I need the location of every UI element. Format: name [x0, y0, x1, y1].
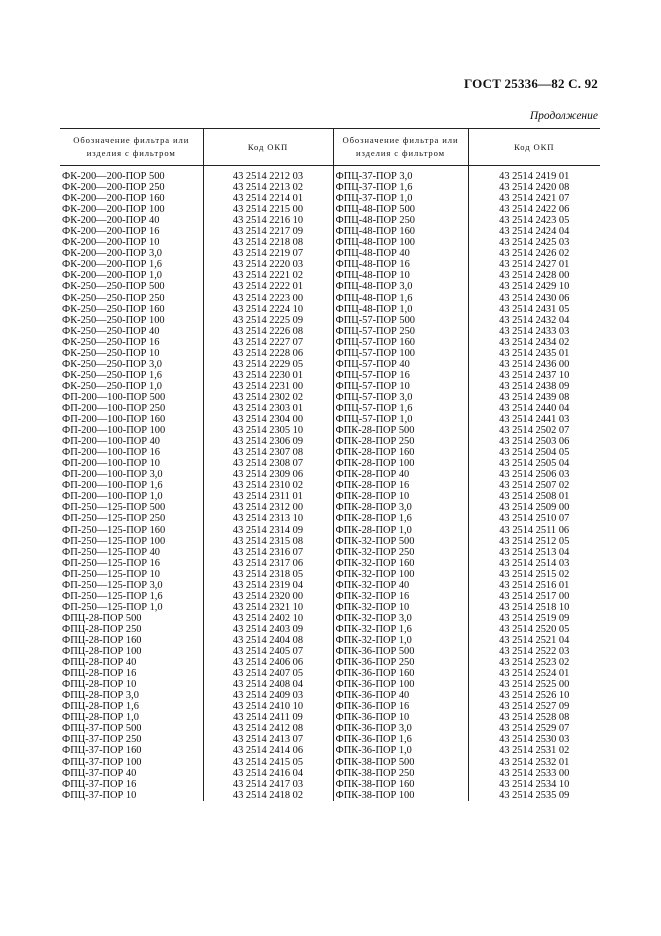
cell-code-right: 43 2514 2532 01	[468, 756, 600, 767]
cell-code-left: 43 2514 2409 03	[203, 690, 333, 701]
cell-code-left: 43 2514 2229 05	[203, 359, 333, 370]
cell-designation-right: ФПК-36-ПОР 10	[333, 712, 468, 723]
cell-designation-right: ФПЦ-57-ПОР 16	[333, 370, 468, 381]
cell-designation-right: ФПК-32-ПОР 3,0	[333, 613, 468, 624]
column-header-designation-right: Обозначение фильтра или изделия с фильтром	[333, 129, 468, 166]
cell-code-right: 43 2514 2429 10	[468, 281, 600, 292]
cell-code-right: 43 2514 2505 04	[468, 458, 600, 469]
cell-designation-left: ФК-200—200-ПОР 10	[62, 237, 160, 249]
cell-code-left: 43 2514 2217 09	[203, 226, 333, 237]
cell-code-left: 43 2514 2306 09	[203, 436, 333, 447]
cell-designation-left: ФК-200—200-ПОР 500	[62, 171, 165, 183]
cell-designation-right: ФПЦ-57-ПОР 250	[333, 326, 468, 337]
cell-code-left: 43 2514 2407 05	[203, 668, 333, 679]
cell-designation-left: ФПЦ-37-ПОР 250	[62, 734, 142, 746]
cell-designation-right: ФПК-36-ПОР 3,0	[333, 723, 468, 734]
cell-designation-left: ФК-250—250-ПОР 160	[62, 303, 165, 315]
table-row	[60, 403, 600, 414]
cell-code-right: 43 2514 2517 00	[468, 591, 600, 602]
cell-code-right: 43 2514 2431 05	[468, 304, 600, 315]
cell-designation-right: ФПК-38-ПОР 100	[333, 790, 468, 801]
cell-code-left: 43 2514 2403 09	[203, 624, 333, 635]
table-row	[60, 580, 600, 591]
table-row	[60, 392, 600, 403]
cell-code-left: 43 2514 2305 10	[203, 425, 333, 436]
cell-designation-right: ФПЦ-57-ПОР 100	[333, 348, 468, 359]
cell-code-left: 43 2514 2412 08	[203, 723, 333, 734]
cell-code-right: 43 2514 2523 02	[468, 657, 600, 668]
cell-designation-right: ФПК-32-ПОР 1,6	[333, 624, 468, 635]
cell-code-right: 43 2514 2423 05	[468, 215, 600, 226]
table-row	[60, 624, 600, 635]
cell-designation-right: ФПК-36-ПОР 1,0	[333, 745, 468, 756]
cell-designation-right: ФПЦ-48-ПОР 16	[333, 259, 468, 270]
cell-code-right: 43 2514 2533 00	[468, 768, 600, 779]
cell-code-left: 43 2514 2308 07	[203, 458, 333, 469]
table-row	[60, 635, 600, 646]
table-row	[60, 502, 600, 513]
cell-code-right: 43 2514 2506 03	[468, 469, 600, 480]
cell-code-right: 43 2514 2521 04	[468, 635, 600, 646]
cell-designation-right: ФПЦ-48-ПОР 1,0	[333, 304, 468, 315]
cell-code-left: 43 2514 2213 02	[203, 182, 333, 193]
cell-designation-right: ФПК-32-ПОР 1,0	[333, 635, 468, 646]
cell-code-right: 43 2514 2535 09	[468, 790, 600, 801]
cell-designation-left: ФК-250—250-ПОР 500	[62, 281, 165, 293]
cell-code-right: 43 2514 2520 05	[468, 624, 600, 635]
cell-code-right: 43 2514 2516 01	[468, 580, 600, 591]
cell-code-right: 43 2514 2528 08	[468, 712, 600, 723]
table-row	[60, 469, 600, 480]
cell-designation-right: ФПК-36-ПОР 500	[333, 646, 468, 657]
cell-code-left: 43 2514 2417 03	[203, 779, 333, 790]
cell-designation-left: ФП-200—100-ПОР 1,6	[62, 480, 163, 492]
cell-code-left: 43 2514 2309 06	[203, 469, 333, 480]
cell-designation-left: ФП-200—100-ПОР 500	[62, 391, 166, 403]
cell-code-left: 43 2514 2228 06	[203, 348, 333, 359]
cell-designation-right: ФПК-28-ПОР 1,6	[333, 513, 468, 524]
cell-code-left: 43 2514 2222 01	[203, 281, 333, 292]
table-row	[60, 215, 600, 226]
cell-designation-left: ФПЦ-28-ПОР 40	[62, 657, 137, 669]
cell-designation-left: ФК-200—200-ПОР 100	[62, 204, 165, 216]
cell-designation-right: ФПЦ-48-ПОР 160	[333, 226, 468, 237]
cell-code-right: 43 2514 2503 06	[468, 436, 600, 447]
table-row	[60, 447, 600, 458]
cell-code-right: 43 2514 2427 01	[468, 259, 600, 270]
cell-designation-right: ФПК-36-ПОР 160	[333, 668, 468, 679]
table-row	[60, 226, 600, 237]
cell-code-left: 43 2514 2411 09	[203, 712, 333, 723]
cell-code-left: 43 2514 2413 07	[203, 734, 333, 745]
cell-designation-right: ФПЦ-48-ПОР 500	[333, 204, 468, 215]
table-row	[60, 248, 600, 259]
cell-designation-right: ФПК-36-ПОР 100	[333, 679, 468, 690]
cell-designation-left: ФК-250—250-ПОР 1,6	[62, 369, 162, 381]
cell-code-right: 43 2514 2534 10	[468, 779, 600, 790]
cell-code-left: 43 2514 2223 00	[203, 293, 333, 304]
cell-code-right: 43 2514 2502 07	[468, 425, 600, 436]
table-row	[60, 613, 600, 624]
cell-code-right: 43 2514 2430 06	[468, 293, 600, 304]
table-row	[60, 381, 600, 392]
table-row	[60, 359, 600, 370]
cell-designation-right: ФПК-28-ПОР 1,0	[333, 525, 468, 536]
cell-code-left: 43 2514 2310 02	[203, 480, 333, 491]
cell-designation-right: ФПЦ-48-ПОР 40	[333, 248, 468, 259]
cell-designation-left: ФПЦ-37-ПОР 10	[62, 789, 137, 801]
cell-designation-left: ФПЦ-37-ПОР 160	[62, 745, 142, 757]
cell-code-right: 43 2514 2524 01	[468, 668, 600, 679]
cell-code-left: 43 2514 2314 09	[203, 525, 333, 536]
cell-code-left: 43 2514 2315 08	[203, 536, 333, 547]
cell-designation-right: ФПК-36-ПОР 16	[333, 701, 468, 712]
cell-designation-left: ФК-200—200-ПОР 40	[62, 215, 160, 227]
cell-code-left: 43 2514 2414 06	[203, 745, 333, 756]
table-row	[60, 513, 600, 524]
cell-code-right: 43 2514 2438 09	[468, 381, 600, 392]
cell-designation-right: ФПК-32-ПОР 40	[333, 580, 468, 591]
cell-designation-right: ФПЦ-48-ПОР 250	[333, 215, 468, 226]
cell-code-left: 43 2514 2318 05	[203, 569, 333, 580]
cell-code-right: 43 2514 2434 02	[468, 337, 600, 348]
cell-designation-left: ФК-250—250-ПОР 40	[62, 325, 160, 337]
cell-code-left: 43 2514 2216 10	[203, 215, 333, 226]
cell-code-left: 43 2514 2307 08	[203, 447, 333, 458]
cell-designation-right: ФПЦ-37-ПОР 1,6	[333, 182, 468, 193]
cell-code-right: 43 2514 2518 10	[468, 602, 600, 613]
cell-designation-left: ФПЦ-37-ПОР 40	[62, 767, 137, 779]
table-row	[60, 525, 600, 536]
cell-designation-left: ФК-250—250-ПОР 1,0	[62, 380, 162, 392]
column-header-code-right: Код ОКП	[468, 129, 600, 166]
cell-code-right: 43 2514 2514 03	[468, 558, 600, 569]
table-row	[60, 348, 600, 359]
table-row	[60, 270, 600, 281]
cell-designation-left: ФП-250—125-ПОР 500	[62, 502, 166, 514]
cell-designation-right: ФПК-28-ПОР 100	[333, 458, 468, 469]
cell-designation-left: ФП-250—125-ПОР 16	[62, 557, 160, 569]
table-row	[60, 370, 600, 381]
cell-code-right: 43 2514 2421 07	[468, 193, 600, 204]
table-row	[60, 480, 600, 491]
cell-designation-left: ФП-200—100-ПОР 3,0	[62, 469, 163, 481]
cell-code-left: 43 2514 2415 05	[203, 756, 333, 767]
cell-code-left: 43 2514 2226 08	[203, 326, 333, 337]
cell-designation-left: ФП-200—100-ПОР 100	[62, 425, 166, 437]
cell-code-left: 43 2514 2227 07	[203, 337, 333, 348]
table-row	[60, 679, 600, 690]
cell-designation-left: ФП-250—125-ПОР 10	[62, 568, 160, 580]
cell-designation-left: ФП-250—125-ПОР 3,0	[62, 579, 163, 591]
cell-code-left: 43 2514 2312 00	[203, 502, 333, 513]
table-row	[60, 171, 600, 182]
cell-designation-right: ФПК-36-ПОР 1,6	[333, 734, 468, 745]
cell-designation-left: ФП-250—125-ПОР 100	[62, 535, 166, 547]
cell-designation-left: ФП-200—100-ПОР 160	[62, 414, 166, 426]
cell-code-right: 43 2514 2511 06	[468, 525, 600, 536]
cell-designation-left: ФК-200—200-ПОР 1,0	[62, 270, 162, 282]
cell-designation-right: ФПЦ-57-ПОР 1,6	[333, 403, 468, 414]
cell-code-left: 43 2514 2404 08	[203, 635, 333, 646]
cell-designation-left: ФП-200—100-ПОР 40	[62, 436, 160, 448]
table-row	[60, 668, 600, 679]
cell-code-left: 43 2514 2224 10	[203, 304, 333, 315]
cell-designation-left: ФК-200—200-ПОР 160	[62, 193, 165, 205]
table-row	[60, 281, 600, 292]
cell-designation-left: ФК-200—200-ПОР 1,6	[62, 259, 162, 271]
cell-designation-left: ФП-250—125-ПОР 1,6	[62, 590, 163, 602]
cell-code-left: 43 2514 2321 10	[203, 602, 333, 613]
cell-code-right: 43 2514 2425 03	[468, 237, 600, 248]
table-row	[60, 182, 600, 193]
table-row	[60, 657, 600, 668]
cell-code-right: 43 2514 2519 09	[468, 613, 600, 624]
cell-code-left: 43 2514 2221 02	[203, 270, 333, 281]
cell-code-right: 43 2514 2433 03	[468, 326, 600, 337]
table-row	[60, 602, 600, 613]
cell-code-right: 43 2514 2525 00	[468, 679, 600, 690]
table-row	[60, 591, 600, 602]
cell-designation-right: ФПЦ-48-ПОР 10	[333, 270, 468, 281]
cell-designation-right: ФПЦ-57-ПОР 1,0	[333, 414, 468, 425]
cell-code-left: 43 2514 2402 10	[203, 613, 333, 624]
cell-designation-right: ФПК-32-ПОР 16	[333, 591, 468, 602]
table-row	[60, 547, 600, 558]
page-header: ГОСТ 25336—82 С. 92	[464, 76, 598, 91]
cell-designation-right: ФПК-32-ПОР 160	[333, 558, 468, 569]
cell-designation-left: ФПЦ-28-ПОР 1,0	[62, 712, 139, 724]
cell-code-left: 43 2514 2214 01	[203, 193, 333, 204]
cell-designation-left: ФК-200—200-ПОР 250	[62, 182, 165, 194]
cell-designation-left: ФП-200—100-ПОР 16	[62, 447, 160, 459]
table-row	[60, 425, 600, 436]
cell-designation-right: ФПЦ-37-ПОР 1,0	[333, 193, 468, 204]
cell-code-right: 43 2514 2428 00	[468, 270, 600, 281]
cell-code-left: 43 2514 2418 02	[203, 790, 333, 801]
table-row	[60, 701, 600, 712]
table-row	[60, 304, 600, 315]
table-row	[60, 779, 600, 790]
table-row	[60, 723, 600, 734]
cell-code-left: 43 2514 2416 04	[203, 768, 333, 779]
cell-code-right: 43 2514 2440 04	[468, 403, 600, 414]
cell-code-right: 43 2514 2432 04	[468, 315, 600, 326]
cell-designation-left: ФПЦ-28-ПОР 250	[62, 623, 142, 635]
cell-code-right: 43 2514 2507 02	[468, 480, 600, 491]
cell-code-right: 43 2514 2436 00	[468, 359, 600, 370]
cell-code-right: 43 2514 2527 09	[468, 701, 600, 712]
cell-designation-right: ФПК-36-ПОР 40	[333, 690, 468, 701]
cell-code-right: 43 2514 2441 03	[468, 414, 600, 425]
cell-code-right: 43 2514 2508 01	[468, 491, 600, 502]
cell-designation-left: ФК-250—250-ПОР 250	[62, 292, 165, 304]
cell-code-right: 43 2514 2419 01	[468, 171, 600, 182]
table-row	[60, 734, 600, 745]
cell-designation-left: ФПЦ-37-ПОР 16	[62, 778, 137, 790]
table-row	[60, 436, 600, 447]
filter-code-table	[60, 128, 600, 801]
cell-code-right: 43 2514 2513 04	[468, 547, 600, 558]
cell-designation-right: ФПК-36-ПОР 250	[333, 657, 468, 668]
cell-designation-right: ФПК-28-ПОР 160	[333, 447, 468, 458]
cell-designation-right: ФПК-32-ПОР 500	[333, 536, 468, 547]
cell-code-right: 43 2514 2530 03	[468, 734, 600, 745]
cell-designation-left: ФП-250—125-ПОР 250	[62, 513, 166, 525]
cell-designation-right: ФПК-28-ПОР 40	[333, 469, 468, 480]
cell-designation-right: ФПЦ-57-ПОР 500	[333, 315, 468, 326]
cell-designation-left: ФПЦ-28-ПОР 10	[62, 679, 137, 691]
cell-code-right: 43 2514 2437 10	[468, 370, 600, 381]
cell-designation-left: ФК-200—200-ПОР 3,0	[62, 248, 162, 260]
cell-code-right: 43 2514 2435 01	[468, 348, 600, 359]
cell-designation-left: ФПЦ-28-ПОР 500	[62, 612, 142, 624]
cell-designation-left: ФПЦ-28-ПОР 1,6	[62, 701, 139, 713]
cell-designation-left: ФП-200—100-ПОР 1,0	[62, 491, 163, 503]
cell-code-right: 43 2514 2522 03	[468, 646, 600, 657]
cell-code-left: 43 2514 2405 07	[203, 646, 333, 657]
cell-designation-right: ФПЦ-37-ПОР 3,0	[333, 171, 468, 182]
table-row	[60, 326, 600, 337]
cell-code-right: 43 2514 2420 08	[468, 182, 600, 193]
cell-code-right: 43 2514 2422 06	[468, 204, 600, 215]
cell-designation-right: ФПК-28-ПОР 250	[333, 436, 468, 447]
cell-code-left: 43 2514 2406 06	[203, 657, 333, 668]
cell-code-right: 43 2514 2531 02	[468, 745, 600, 756]
cell-designation-right: ФПК-28-ПОР 10	[333, 491, 468, 502]
cell-code-right: 43 2514 2426 02	[468, 248, 600, 259]
table-row	[60, 458, 600, 469]
cell-designation-left: ФК-250—250-ПОР 16	[62, 336, 160, 348]
cell-code-left: 43 2514 2313 10	[203, 513, 333, 524]
table-row	[60, 745, 600, 756]
cell-code-left: 43 2514 2220 03	[203, 259, 333, 270]
table-row	[60, 558, 600, 569]
cell-code-left: 43 2514 2302 02	[203, 392, 333, 403]
cell-designation-right: ФПК-32-ПОР 10	[333, 602, 468, 613]
cell-designation-left: ФК-200—200-ПОР 16	[62, 226, 160, 238]
cell-designation-right: ФПК-32-ПОР 250	[333, 547, 468, 558]
table-row	[60, 193, 600, 204]
cell-designation-left: ФП-200—100-ПОР 10	[62, 458, 160, 470]
cell-designation-right: ФПЦ-48-ПОР 100	[333, 237, 468, 248]
table-row	[60, 237, 600, 248]
cell-designation-right: ФПК-38-ПОР 160	[333, 779, 468, 790]
cell-designation-right: ФПЦ-57-ПОР 40	[333, 359, 468, 370]
cell-designation-left: ФП-250—125-ПОР 160	[62, 524, 166, 536]
cell-designation-left: ФПЦ-28-ПОР 100	[62, 646, 142, 658]
cell-code-left: 43 2514 2212 03	[203, 171, 333, 182]
cell-designation-right: ФПК-38-ПОР 500	[333, 756, 468, 767]
table-row	[60, 569, 600, 580]
column-header-designation-left: Обозначение фильтра или изделия с фильтром	[60, 129, 203, 166]
continuation-label: Продолжение	[529, 110, 598, 122]
cell-designation-left: ФПЦ-28-ПОР 160	[62, 634, 142, 646]
cell-code-left: 43 2514 2320 00	[203, 591, 333, 602]
cell-code-left: 43 2514 2230 01	[203, 370, 333, 381]
table-row	[60, 712, 600, 723]
table-row	[60, 646, 600, 657]
cell-designation-left: ФПЦ-37-ПОР 500	[62, 723, 142, 735]
cell-code-left: 43 2514 2410 10	[203, 701, 333, 712]
cell-designation-right: ФПК-28-ПОР 3,0	[333, 502, 468, 513]
cell-designation-left: ФП-250—125-ПОР 40	[62, 546, 160, 558]
cell-code-left: 43 2514 2316 07	[203, 547, 333, 558]
cell-designation-left: ФПЦ-28-ПОР 16	[62, 668, 137, 680]
cell-code-right: 43 2514 2504 05	[468, 447, 600, 458]
table-row	[60, 536, 600, 547]
cell-code-right: 43 2514 2510 07	[468, 513, 600, 524]
table-row	[60, 204, 600, 215]
cell-code-left: 43 2514 2215 00	[203, 204, 333, 215]
cell-code-left: 43 2514 2218 08	[203, 237, 333, 248]
cell-code-left: 43 2514 2304 00	[203, 414, 333, 425]
cell-designation-left: ФПЦ-37-ПОР 100	[62, 756, 142, 768]
cell-code-right: 43 2514 2529 07	[468, 723, 600, 734]
table-row	[60, 337, 600, 348]
cell-code-left: 43 2514 2225 09	[203, 315, 333, 326]
table-row	[60, 414, 600, 425]
column-header-code-left: Код ОКП	[203, 129, 333, 166]
table-row	[60, 790, 600, 801]
cell-designation-left: ФК-250—250-ПОР 100	[62, 314, 165, 326]
cell-designation-right: ФПК-38-ПОР 250	[333, 768, 468, 779]
cell-designation-right: ФПЦ-57-ПОР 3,0	[333, 392, 468, 403]
table-row	[60, 491, 600, 502]
table-row	[60, 756, 600, 767]
cell-code-left: 43 2514 2303 01	[203, 403, 333, 414]
cell-code-left: 43 2514 2311 01	[203, 491, 333, 502]
table-body	[60, 166, 600, 801]
cell-code-left: 43 2514 2319 04	[203, 580, 333, 591]
table-row	[60, 315, 600, 326]
cell-code-right: 43 2514 2509 00	[468, 502, 600, 513]
cell-code-right: 43 2514 2512 05	[468, 536, 600, 547]
cell-designation-right: ФПЦ-48-ПОР 3,0	[333, 281, 468, 292]
table-row	[60, 259, 600, 270]
cell-code-left: 43 2514 2408 04	[203, 679, 333, 690]
cell-designation-left: ФП-200—100-ПОР 250	[62, 403, 166, 414]
table-row	[60, 768, 600, 779]
cell-code-right: 43 2514 2515 02	[468, 569, 600, 580]
cell-code-left: 43 2514 2219 07	[203, 248, 333, 259]
cell-designation-right: ФПЦ-57-ПОР 160	[333, 337, 468, 348]
cell-designation-left: ФПЦ-28-ПОР 3,0	[62, 690, 139, 702]
cell-designation-right: ФПК-28-ПОР 500	[333, 425, 468, 436]
cell-designation-left: ФК-250—250-ПОР 3,0	[62, 358, 162, 370]
cell-designation-right: ФПЦ-48-ПОР 1,6	[333, 293, 468, 304]
cell-code-left: 43 2514 2317 06	[203, 558, 333, 569]
table-row	[60, 690, 600, 701]
cell-designation-right: ФПК-28-ПОР 16	[333, 480, 468, 491]
cell-code-right: 43 2514 2526 10	[468, 690, 600, 701]
cell-code-right: 43 2514 2424 04	[468, 226, 600, 237]
cell-designation-right: ФПК-32-ПОР 100	[333, 569, 468, 580]
cell-code-right: 43 2514 2439 08	[468, 392, 600, 403]
cell-designation-left: ФК-250—250-ПОР 10	[62, 347, 160, 359]
cell-designation-right: ФПЦ-57-ПОР 10	[333, 381, 468, 392]
table-row	[60, 293, 600, 304]
cell-code-left: 43 2514 2231 00	[203, 381, 333, 392]
table-header-row	[60, 129, 600, 166]
cell-designation-left: ФП-250—125-ПОР 1,0	[62, 601, 163, 613]
